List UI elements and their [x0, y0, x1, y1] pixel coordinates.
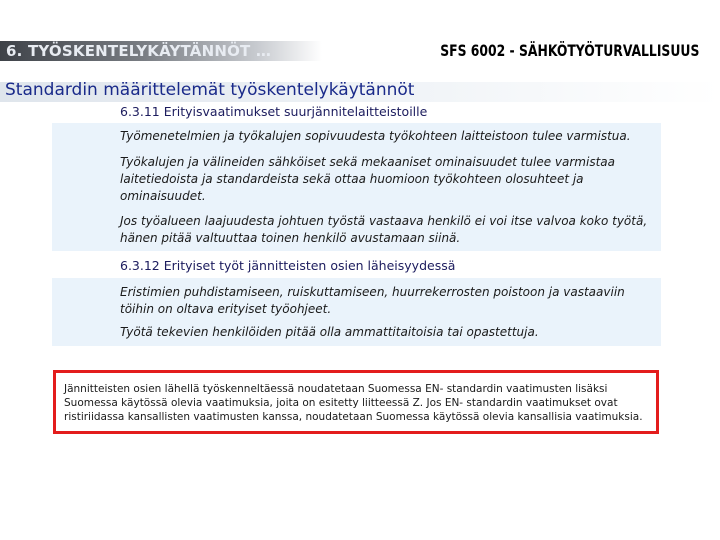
standard-title: SFS 6002 - SÄHKÖTYÖTURVALLISUUS [439, 41, 699, 60]
section-label-bar [0, 41, 322, 61]
note-text: Jännitteisten osien lähellä työskenneltäessä noudatetaan Suomessa EN- standardin vaatimusten lisäksi Suomessa käytössä olevia vaatimuksia, joita on esitetty liitteessä Z. Jos EN- standardin vaatimukset ovat ristiriidassa kansallisten vaatimusten kanssa, noudatetaan Suomessa käytössä olevia kansallisia vaatimuksia. [64, 383, 643, 423]
paragraph: Eristimien puhdistamiseen, ruiskuttamiseen, huurrekerrosten poistoon ja vastaaviin töihin on oltava erityiset työohjeet. [120, 285, 625, 316]
national-requirements-note [53, 370, 659, 434]
section-heading-6-3-11: 6.3.11 Erityisvaatimukset suurjännitelaitteistoille [120, 104, 428, 119]
section-label: 6. TYÖSKENTELYKÄYTÄNNÖT … [6, 42, 272, 60]
paragraph: Työtä tekevien henkilöiden pitää olla ammattitaitoisia tai opastettuja. [120, 325, 539, 339]
page-title: Standardin määrittelemät työskentelykäytännöt [5, 80, 415, 100]
paragraph: Työkalujen ja välineiden sähköiset sekä mekaaniset ominaisuudet tulee varmistaa laitetiedoista ja standardeista sekä ottaa huomioon työkohteen olosuhteet ja ominaisuudet. [120, 155, 615, 203]
paragraph: Jos työalueen laajuudesta johtuen työstä vastaava henkilö ei voi itse valvoa koko työtä, hänen pitää valtuuttaa toinen henkilö avustamaan siinä. [120, 214, 648, 245]
section-heading-6-3-12: 6.3.12 Erityiset työt jännitteisten osien läheisyydessä [120, 258, 456, 273]
paragraph: Työmenetelmien ja työkalujen sopivuudesta työkohteen laitteistoon tulee varmistua. [120, 129, 631, 143]
